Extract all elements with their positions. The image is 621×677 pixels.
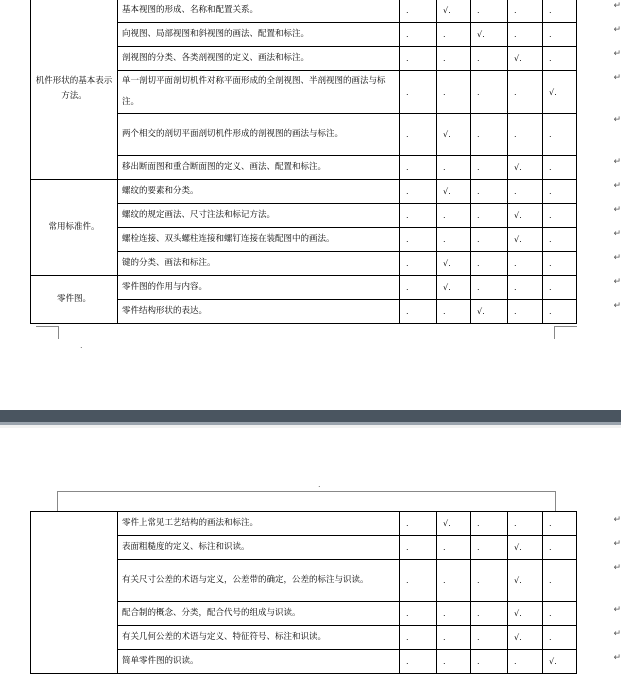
mark-cell: . — [543, 180, 577, 204]
mark-cell: √. — [508, 560, 543, 602]
content-cell: 配合制的概念、分类，配合代号的组成与识读。 — [118, 602, 400, 626]
page-separator-shadow — [0, 422, 621, 425]
mark-cell: . — [400, 71, 437, 114]
mark-cell: . — [543, 300, 577, 324]
content-cell: 键的分类、画法和标注。 — [118, 252, 400, 276]
mark-cell: √. — [508, 536, 543, 560]
mark-cell: . — [471, 560, 508, 602]
mark-cell: . — [471, 156, 508, 180]
mark-cell: . — [437, 156, 471, 180]
mark-cell: √. — [508, 47, 543, 71]
paragraph-mark: ↵ — [613, 253, 621, 263]
content-cell: 单一剖切平面剖切机件对称平面形成的全剖视图、半剖视图的画法与标注。 — [118, 71, 400, 114]
mark-cell: . — [437, 650, 471, 674]
content-cell: 有关几何公差的术语与定义、特征符号、标注和识读。 — [118, 626, 400, 650]
mark-cell: . — [471, 204, 508, 228]
category-cell: 机件形状的基本表示方法。 — [31, 0, 118, 180]
mark-cell: . — [471, 114, 508, 156]
mark-cell: √. — [508, 602, 543, 626]
mark-cell: . — [543, 536, 577, 560]
mark-cell: . — [400, 180, 437, 204]
mark-cell: . — [400, 156, 437, 180]
paragraph-mark: . — [80, 341, 83, 350]
mark-cell: . — [471, 228, 508, 252]
mark-cell: . — [400, 228, 437, 252]
mark-cell: . — [471, 536, 508, 560]
content-cell: 零件上常见工艺结构的画法和标注。 — [118, 512, 400, 536]
mark-cell: . — [400, 47, 437, 71]
mark-cell: . — [543, 114, 577, 156]
mark-cell: . — [400, 650, 437, 674]
mark-cell: . — [543, 156, 577, 180]
mark-cell: . — [543, 23, 577, 47]
mark-cell: √. — [508, 204, 543, 228]
content-cell: 基本视图的形成、名称和配置关系。 — [118, 0, 400, 23]
mark-cell: . — [471, 0, 508, 23]
mark-cell: √. — [471, 300, 508, 324]
mark-cell: √. — [543, 650, 577, 674]
mark-cell: . — [400, 536, 437, 560]
mark-cell: . — [400, 114, 437, 156]
content-cell: 螺纹的规定画法、尺寸注法和标记方法。 — [118, 204, 400, 228]
mark-cell: √. — [437, 114, 471, 156]
paragraph-mark: ↵ — [613, 229, 621, 239]
page-separator-band — [0, 410, 621, 422]
mark-cell: . — [400, 0, 437, 23]
content-cell: 零件结构形状的表达。 — [118, 300, 400, 324]
mark-cell: . — [471, 276, 508, 300]
mark-cell: . — [508, 180, 543, 204]
table-row — [31, 0, 577, 23]
mark-cell: . — [508, 23, 543, 47]
mark-cell: . — [400, 512, 437, 536]
paragraph-mark: ↵ — [613, 563, 621, 573]
content-cell: 螺栓连接、双头螺柱连接和螺钉连接在装配图中的画法。 — [118, 228, 400, 252]
mark-cell: . — [471, 512, 508, 536]
mark-cell: √. — [508, 626, 543, 650]
mark-cell: √. — [437, 180, 471, 204]
mark-cell: . — [471, 602, 508, 626]
mark-cell: . — [543, 252, 577, 276]
table-row — [31, 512, 577, 536]
mark-cell: . — [400, 204, 437, 228]
mark-cell: . — [400, 560, 437, 602]
paragraph-mark: ↵ — [613, 157, 621, 167]
paragraph-mark: ↵ — [613, 1, 621, 11]
mark-cell: . — [508, 71, 543, 114]
mark-cell: . — [400, 626, 437, 650]
mark-cell: . — [437, 47, 471, 71]
category-cell: 常用标准件。 — [31, 180, 118, 276]
mark-cell: . — [508, 252, 543, 276]
mark-cell: √. — [508, 228, 543, 252]
content-cell: 剖视图的分类、各类剖视图的定义、画法和标注。 — [118, 47, 400, 71]
mark-cell: . — [471, 626, 508, 650]
content-cell: 向视图、局部视图和斜视图的画法、配置和标注。 — [118, 23, 400, 47]
mark-cell: . — [400, 276, 437, 300]
mark-cell: . — [471, 650, 508, 674]
paragraph-mark: ↵ — [613, 205, 621, 215]
header-frame — [57, 491, 556, 512]
mark-cell: . — [400, 602, 437, 626]
paragraph-mark: ↵ — [613, 653, 621, 663]
content-cell: 移出断面图和重合断面图的定义、画法、配置和标注。 — [118, 156, 400, 180]
header-paragraph-mark: . — [318, 480, 321, 489]
mark-cell: √. — [471, 23, 508, 47]
mark-cell: . — [508, 0, 543, 23]
mark-cell: √. — [437, 512, 471, 536]
mark-cell: . — [437, 560, 471, 602]
paragraph-mark: ↵ — [613, 277, 621, 287]
mark-cell: . — [437, 602, 471, 626]
paragraph-mark: ↵ — [613, 73, 621, 83]
mark-cell: . — [471, 71, 508, 114]
table-row — [31, 180, 577, 204]
mark-cell: . — [437, 204, 471, 228]
mark-cell: . — [508, 512, 543, 536]
paragraph-mark: ↵ — [613, 605, 621, 615]
mark-cell: √. — [437, 276, 471, 300]
mark-cell: √. — [437, 252, 471, 276]
paragraph-mark: ↵ — [613, 49, 621, 59]
mark-cell: . — [471, 47, 508, 71]
content-cell: 螺纹的要素和分类。 — [118, 180, 400, 204]
mark-cell: . — [508, 276, 543, 300]
mark-cell: √. — [543, 71, 577, 114]
mark-cell: √. — [437, 0, 471, 23]
mark-cell: . — [543, 47, 577, 71]
mark-cell: . — [400, 23, 437, 47]
crop-mark — [36, 326, 59, 339]
crop-mark — [554, 326, 577, 339]
paragraph-mark: ↵ — [613, 629, 621, 639]
paragraph-mark: ↵ — [613, 515, 621, 525]
mark-cell: . — [543, 276, 577, 300]
mark-cell: . — [508, 300, 543, 324]
mark-cell: . — [508, 114, 543, 156]
mark-cell: . — [437, 536, 471, 560]
paragraph-mark: ↵ — [613, 25, 621, 35]
paragraph-mark: ↵ — [613, 539, 621, 549]
table-row — [31, 276, 577, 300]
paragraph-mark: ↵ — [613, 301, 621, 311]
curriculum-table-1 — [30, 0, 577, 324]
mark-cell: . — [543, 602, 577, 626]
mark-cell: . — [543, 228, 577, 252]
mark-cell: . — [437, 23, 471, 47]
content-cell: 有关尺寸公差的术语与定义，公差带的确定，公差的标注与识读。 — [118, 560, 400, 602]
paragraph-mark: ↵ — [613, 115, 621, 125]
mark-cell: . — [400, 300, 437, 324]
content-cell: 两个相交的剖切平面剖切机件形成的剖视图的画法与标注。 — [118, 114, 400, 156]
page-separator — [0, 410, 621, 428]
mark-cell: √. — [508, 156, 543, 180]
mark-cell: . — [471, 180, 508, 204]
mark-cell: . — [471, 252, 508, 276]
mark-cell: . — [508, 650, 543, 674]
mark-cell: . — [437, 300, 471, 324]
paragraph-mark: ↵ — [613, 181, 621, 191]
mark-cell: . — [543, 204, 577, 228]
document-page-2 — [0, 428, 621, 677]
mark-cell: . — [400, 252, 437, 276]
mark-cell: . — [543, 0, 577, 23]
mark-cell: . — [437, 71, 471, 114]
content-cell: 简单零件图的识读。 — [118, 650, 400, 674]
mark-cell: . — [543, 512, 577, 536]
content-cell: 表面粗糙度的定义、标注和识读。 — [118, 536, 400, 560]
category-cell: 零件图。 — [31, 276, 118, 324]
mark-cell: . — [437, 626, 471, 650]
mark-cell: . — [437, 228, 471, 252]
mark-cell: . — [543, 626, 577, 650]
content-cell: 零件图的作用与内容。 — [118, 276, 400, 300]
category-cell — [31, 512, 118, 674]
curriculum-table-2 — [30, 511, 577, 674]
mark-cell: . — [543, 560, 577, 602]
